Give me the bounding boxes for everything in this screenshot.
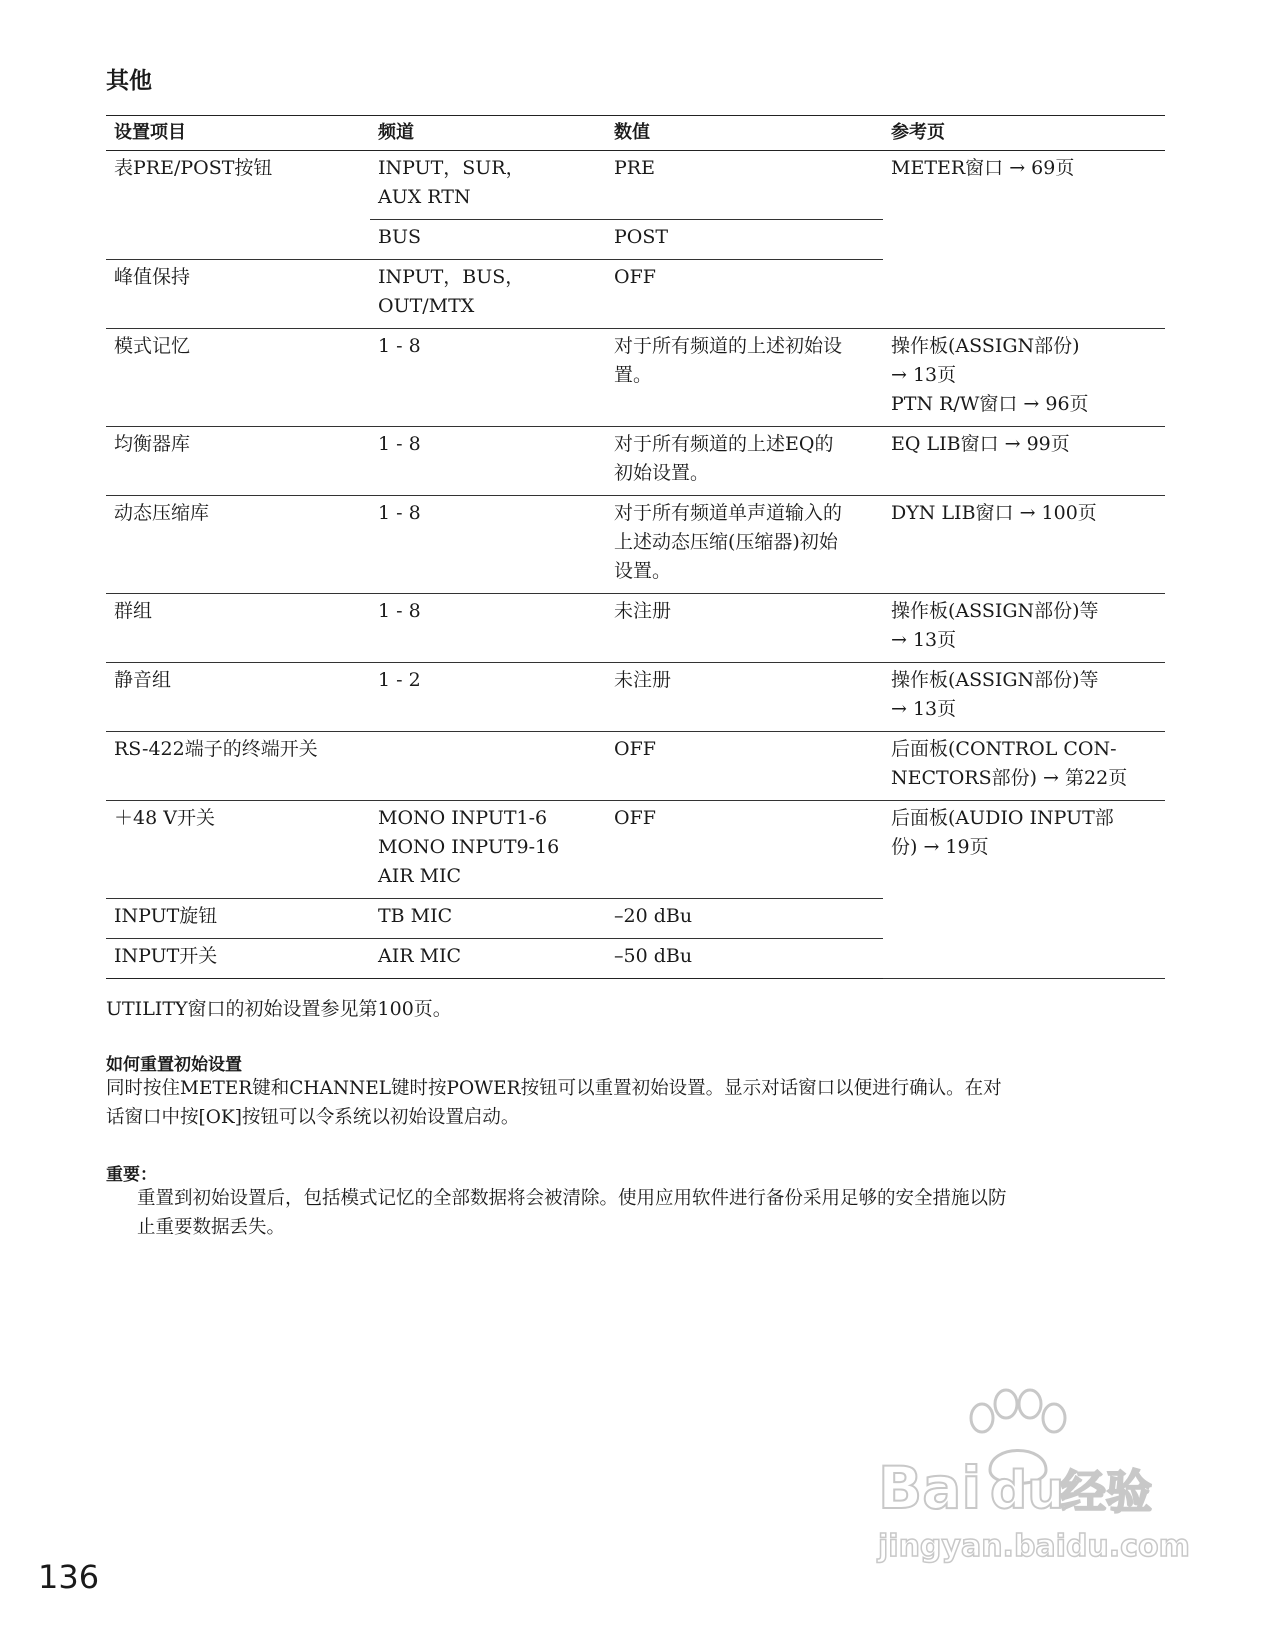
cell-item: RS-422端子的终端开关 <box>106 732 370 801</box>
table-header-row <box>106 116 1165 151</box>
cell-item: 峰值保持 <box>106 260 370 329</box>
cell-channel: TB MIC <box>370 899 606 939</box>
cell-reference: 后面板(AUDIO INPUT部 份) → 19页 <box>883 801 1165 979</box>
cell-value: 未注册 <box>606 663 883 732</box>
cell-item: 静音组 <box>106 663 370 732</box>
cell-reference: 后面板(CONTROL CON- NECTORS部份) → 第22页 <box>883 732 1165 801</box>
cell-channel: 1 - 8 <box>370 594 606 663</box>
cell-value: 未注册 <box>606 594 883 663</box>
cell-item: 均衡器库 <box>106 427 370 496</box>
watermark-url: jingyan.baidu.com <box>878 1529 1190 1564</box>
cell-reference: EQ LIB窗口 → 99页 <box>883 427 1165 496</box>
watermark-brand-left: Bai <box>878 1454 982 1522</box>
cell-value: 对于所有频道单声道输入的 上述动态压缩(压缩器)初始 设置。 <box>606 496 883 594</box>
cell-value: PRE <box>606 151 883 220</box>
reset-paragraph: 同时按住METER键和CHANNEL键时按POWER按钮可以重置初始设置。显示对话窗口以便进行确认。在对 话窗口中按[OK]按钮可以令系统以初始设置启动。 <box>106 1078 1002 1128</box>
header-item: 设置项目 <box>106 116 370 151</box>
utility-note: UTILITY窗口的初始设置参见第100页。 <box>106 998 452 1020</box>
cell-channel: 1 - 2 <box>370 663 606 732</box>
cell-item: 表PRE/POST按钮 <box>106 151 370 260</box>
header-reference: 参考页 <box>883 116 1165 151</box>
table-row <box>106 496 1165 594</box>
header-channel: 频道 <box>370 116 606 151</box>
section-title: 其他 <box>106 68 152 94</box>
cell-reference: 操作板(ASSIGN部份)等 → 13页 <box>883 663 1165 732</box>
cell-value: 对于所有频道的上述初始设 置。 <box>606 329 883 427</box>
cell-reference: 操作板(ASSIGN部份)等 → 13页 <box>883 594 1165 663</box>
cell-item: INPUT旋钮 <box>106 899 370 939</box>
cell-item: INPUT开关 <box>106 939 370 979</box>
cell-reference: 操作板(ASSIGN部份) → 13页 PTN R/W窗口 → 96页 <box>883 329 1165 427</box>
watermark-brand-right: 经验 <box>1060 1465 1152 1519</box>
table-row <box>106 329 1165 427</box>
baidu-watermark <box>878 1388 1190 1578</box>
watermark-brand-mid: du <box>990 1461 1065 1521</box>
cell-value: –50 dBu <box>606 939 883 979</box>
cell-item: 群组 <box>106 594 370 663</box>
cell-channel: MONO INPUT1-6 MONO INPUT9-16 AIR MIC <box>370 801 606 899</box>
cell-channel: BUS <box>370 220 606 260</box>
cell-value: POST <box>606 220 883 260</box>
cell-reference: METER窗口 → 69页 <box>883 151 1165 329</box>
cell-item: 动态压缩库 <box>106 496 370 594</box>
cell-channel: 1 - 8 <box>370 496 606 594</box>
cell-value: 对于所有频道的上述EQ的 初始设置。 <box>606 427 883 496</box>
settings-table <box>106 115 1165 979</box>
important-paragraph: 重置到初始设置后，包括模式记忆的全部数据将会被清除。使用应用软件进行备份采用足够的安全措施以防 止重要数据丢失。 <box>137 1188 1007 1238</box>
table-row <box>106 801 1165 899</box>
table-row <box>106 427 1165 496</box>
cell-item: 模式记忆 <box>106 329 370 427</box>
cell-channel <box>370 732 606 801</box>
cell-value: OFF <box>606 732 883 801</box>
cell-value: –20 dBu <box>606 899 883 939</box>
table-row <box>106 732 1165 801</box>
header-value: 数值 <box>606 116 883 151</box>
cell-channel: AIR MIC <box>370 939 606 979</box>
table-row <box>106 663 1165 732</box>
cell-value: OFF <box>606 801 883 899</box>
cell-reference: DYN LIB窗口 → 100页 <box>883 496 1165 594</box>
cell-channel: 1 - 8 <box>370 329 606 427</box>
cell-channel: INPUT，SUR， AUX RTN <box>370 151 606 220</box>
reset-heading: 如何重置初始设置 <box>106 1055 242 1075</box>
page-number: 136 <box>38 1558 100 1596</box>
table-row <box>106 594 1165 663</box>
table-row <box>106 151 1165 220</box>
cell-value: OFF <box>606 260 883 329</box>
important-heading: 重要： <box>106 1165 157 1185</box>
cell-item: ＋48 V开关 <box>106 801 370 899</box>
cell-channel: INPUT，BUS， OUT/MTX <box>370 260 606 329</box>
cell-channel: 1 - 8 <box>370 427 606 496</box>
